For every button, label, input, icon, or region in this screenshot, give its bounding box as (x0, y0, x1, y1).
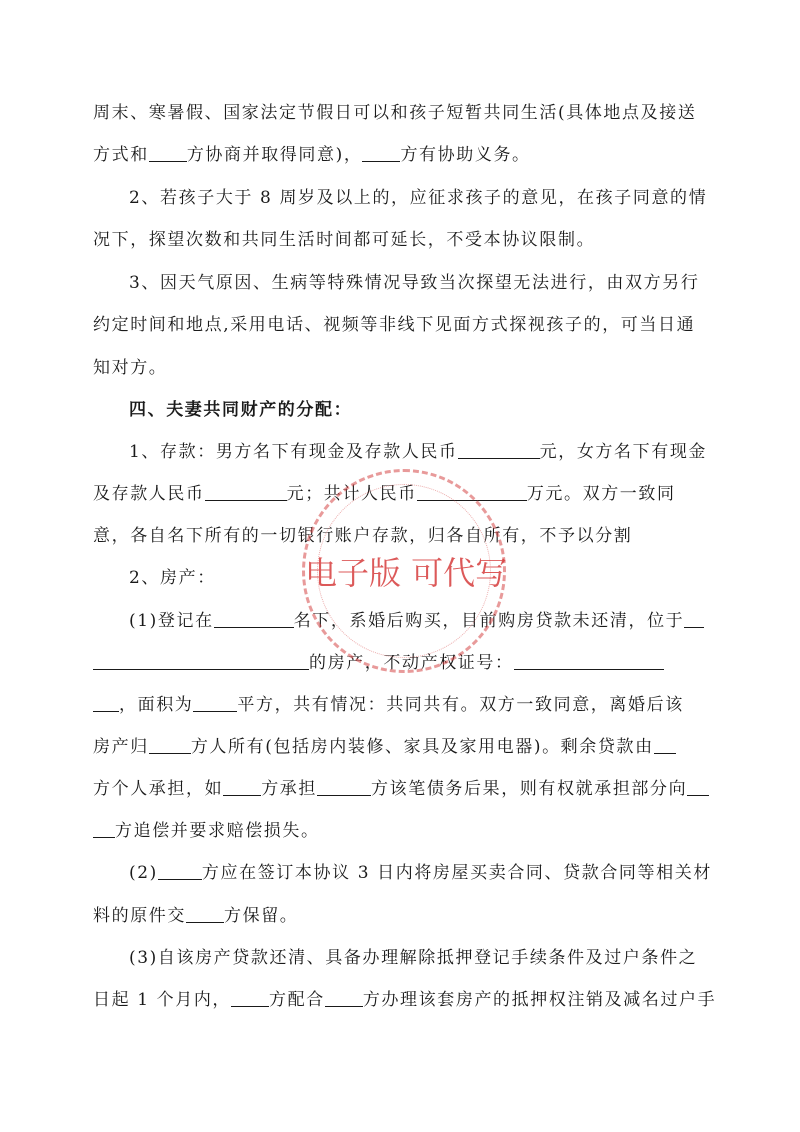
blank-field (93, 694, 119, 712)
text: 方办理该套房产的抵押权注销及减名过户手 (362, 990, 717, 1010)
blank-field (687, 778, 709, 796)
blank-field (654, 736, 676, 754)
text: 方式和 (93, 145, 149, 165)
text: (1)登记在 (129, 611, 214, 631)
paragraph-line (129, 271, 699, 295)
paragraph-line (129, 861, 712, 885)
text: 方个人承担，如 (93, 779, 224, 799)
text: 方配合 (269, 990, 325, 1010)
text: 方协商并取得同意)， (186, 145, 363, 165)
blank-field (149, 736, 191, 754)
paragraph-line (93, 904, 298, 928)
paragraph-line (93, 988, 716, 1012)
blank-field (223, 778, 261, 796)
paragraph-line (129, 440, 707, 464)
text: 万元。双方一致同 (526, 484, 676, 504)
text: 意，各自名下所有的一切银行账户存款，归各自所有，不予以分割 (93, 526, 633, 546)
text: 约定时间和地点,采用电话、视频等非线下见面方式探视孩子的，可当日通 (93, 315, 696, 335)
text: 方保留。 (224, 906, 299, 926)
text: 平方，共有情况：共同共有。双方一致同意，离婚后该 (237, 695, 684, 715)
blank-field (684, 610, 704, 628)
text: (2) (129, 863, 158, 883)
text: 料的原件交 (93, 906, 186, 926)
text: 2、若孩子大于 8 周岁及以上的，应征求孩子的意见，在孩子同意的情 (129, 188, 708, 208)
paragraph-line (93, 693, 684, 717)
blank-field (514, 652, 664, 670)
text: 方人所有(包括房内装修、家具及家用电器)。剩余贷款由 (190, 737, 654, 757)
text: 方追偿并要求赔偿损失。 (115, 821, 320, 841)
text: (3)自该房产贷款还清、具备办理解除抵押登记手续条件及过户条件之 (129, 948, 698, 968)
text: 3、因天气原因、生病等特殊情况导致当次探望无法进行，由双方另行 (129, 273, 700, 293)
text: 方有协助义务。 (400, 145, 531, 165)
blank-field (231, 989, 269, 1007)
paragraph-line (93, 313, 695, 337)
blank-field (458, 441, 540, 459)
paragraph-line (93, 819, 320, 843)
paragraph-line (93, 143, 531, 167)
paragraph-line (93, 228, 595, 252)
paragraph-line (93, 735, 676, 759)
text: 况下，探望次数和共同生活时间都可延长，不受本协议限制。 (93, 230, 596, 250)
blank-field (362, 144, 400, 162)
blank-field (193, 694, 237, 712)
text: 元；共计人民币 (286, 484, 417, 504)
paragraph-line (93, 777, 709, 801)
blank-field (205, 483, 287, 501)
text: 方承担 (261, 779, 318, 799)
text: ，面积为 (119, 695, 194, 715)
paragraph-line (129, 946, 697, 970)
blank-field (317, 778, 371, 796)
paragraph-line (129, 566, 216, 590)
text: 房产归 (93, 737, 149, 757)
text: 及存款人民币 (93, 484, 205, 504)
text: 日起 1 个月内， (93, 990, 232, 1010)
text: 四、夫妻共同财产的分配： (129, 400, 353, 420)
blank-field (158, 862, 202, 880)
blank-field (93, 652, 309, 670)
blank-field (214, 610, 294, 628)
text: 的房产，不动产权证号： (309, 653, 514, 673)
blank-field (93, 820, 115, 838)
text: 周末、寒暑假、国家法定节假日可以和孩子短暂共同生活(具体地点及接送 (93, 103, 697, 123)
text: 方应在签订本协议 3 日内将房屋买卖合同、贷款合同等相关材 (201, 863, 712, 883)
blank-field (325, 989, 363, 1007)
text: 方该笔债务后果，则有权就承担部分向 (371, 779, 688, 799)
text: 2、房产： (129, 568, 216, 588)
paragraph-line (93, 356, 167, 380)
stamp-text: 电子版 可代写 (305, 554, 508, 592)
text: 1、存款：男方名下有现金及存款人民币 (129, 442, 458, 462)
blank-field (186, 905, 224, 923)
blank-field (149, 144, 187, 162)
paragraph-line (93, 101, 696, 125)
text: 知对方。 (93, 358, 168, 378)
paragraph-line (129, 186, 707, 210)
text: 元，女方名下有现金 (539, 442, 708, 462)
text: 名下，系婚后购买，目前购房贷款未还清，位于 (293, 611, 685, 631)
watermark-stamp (302, 469, 506, 673)
section-heading (129, 398, 352, 422)
